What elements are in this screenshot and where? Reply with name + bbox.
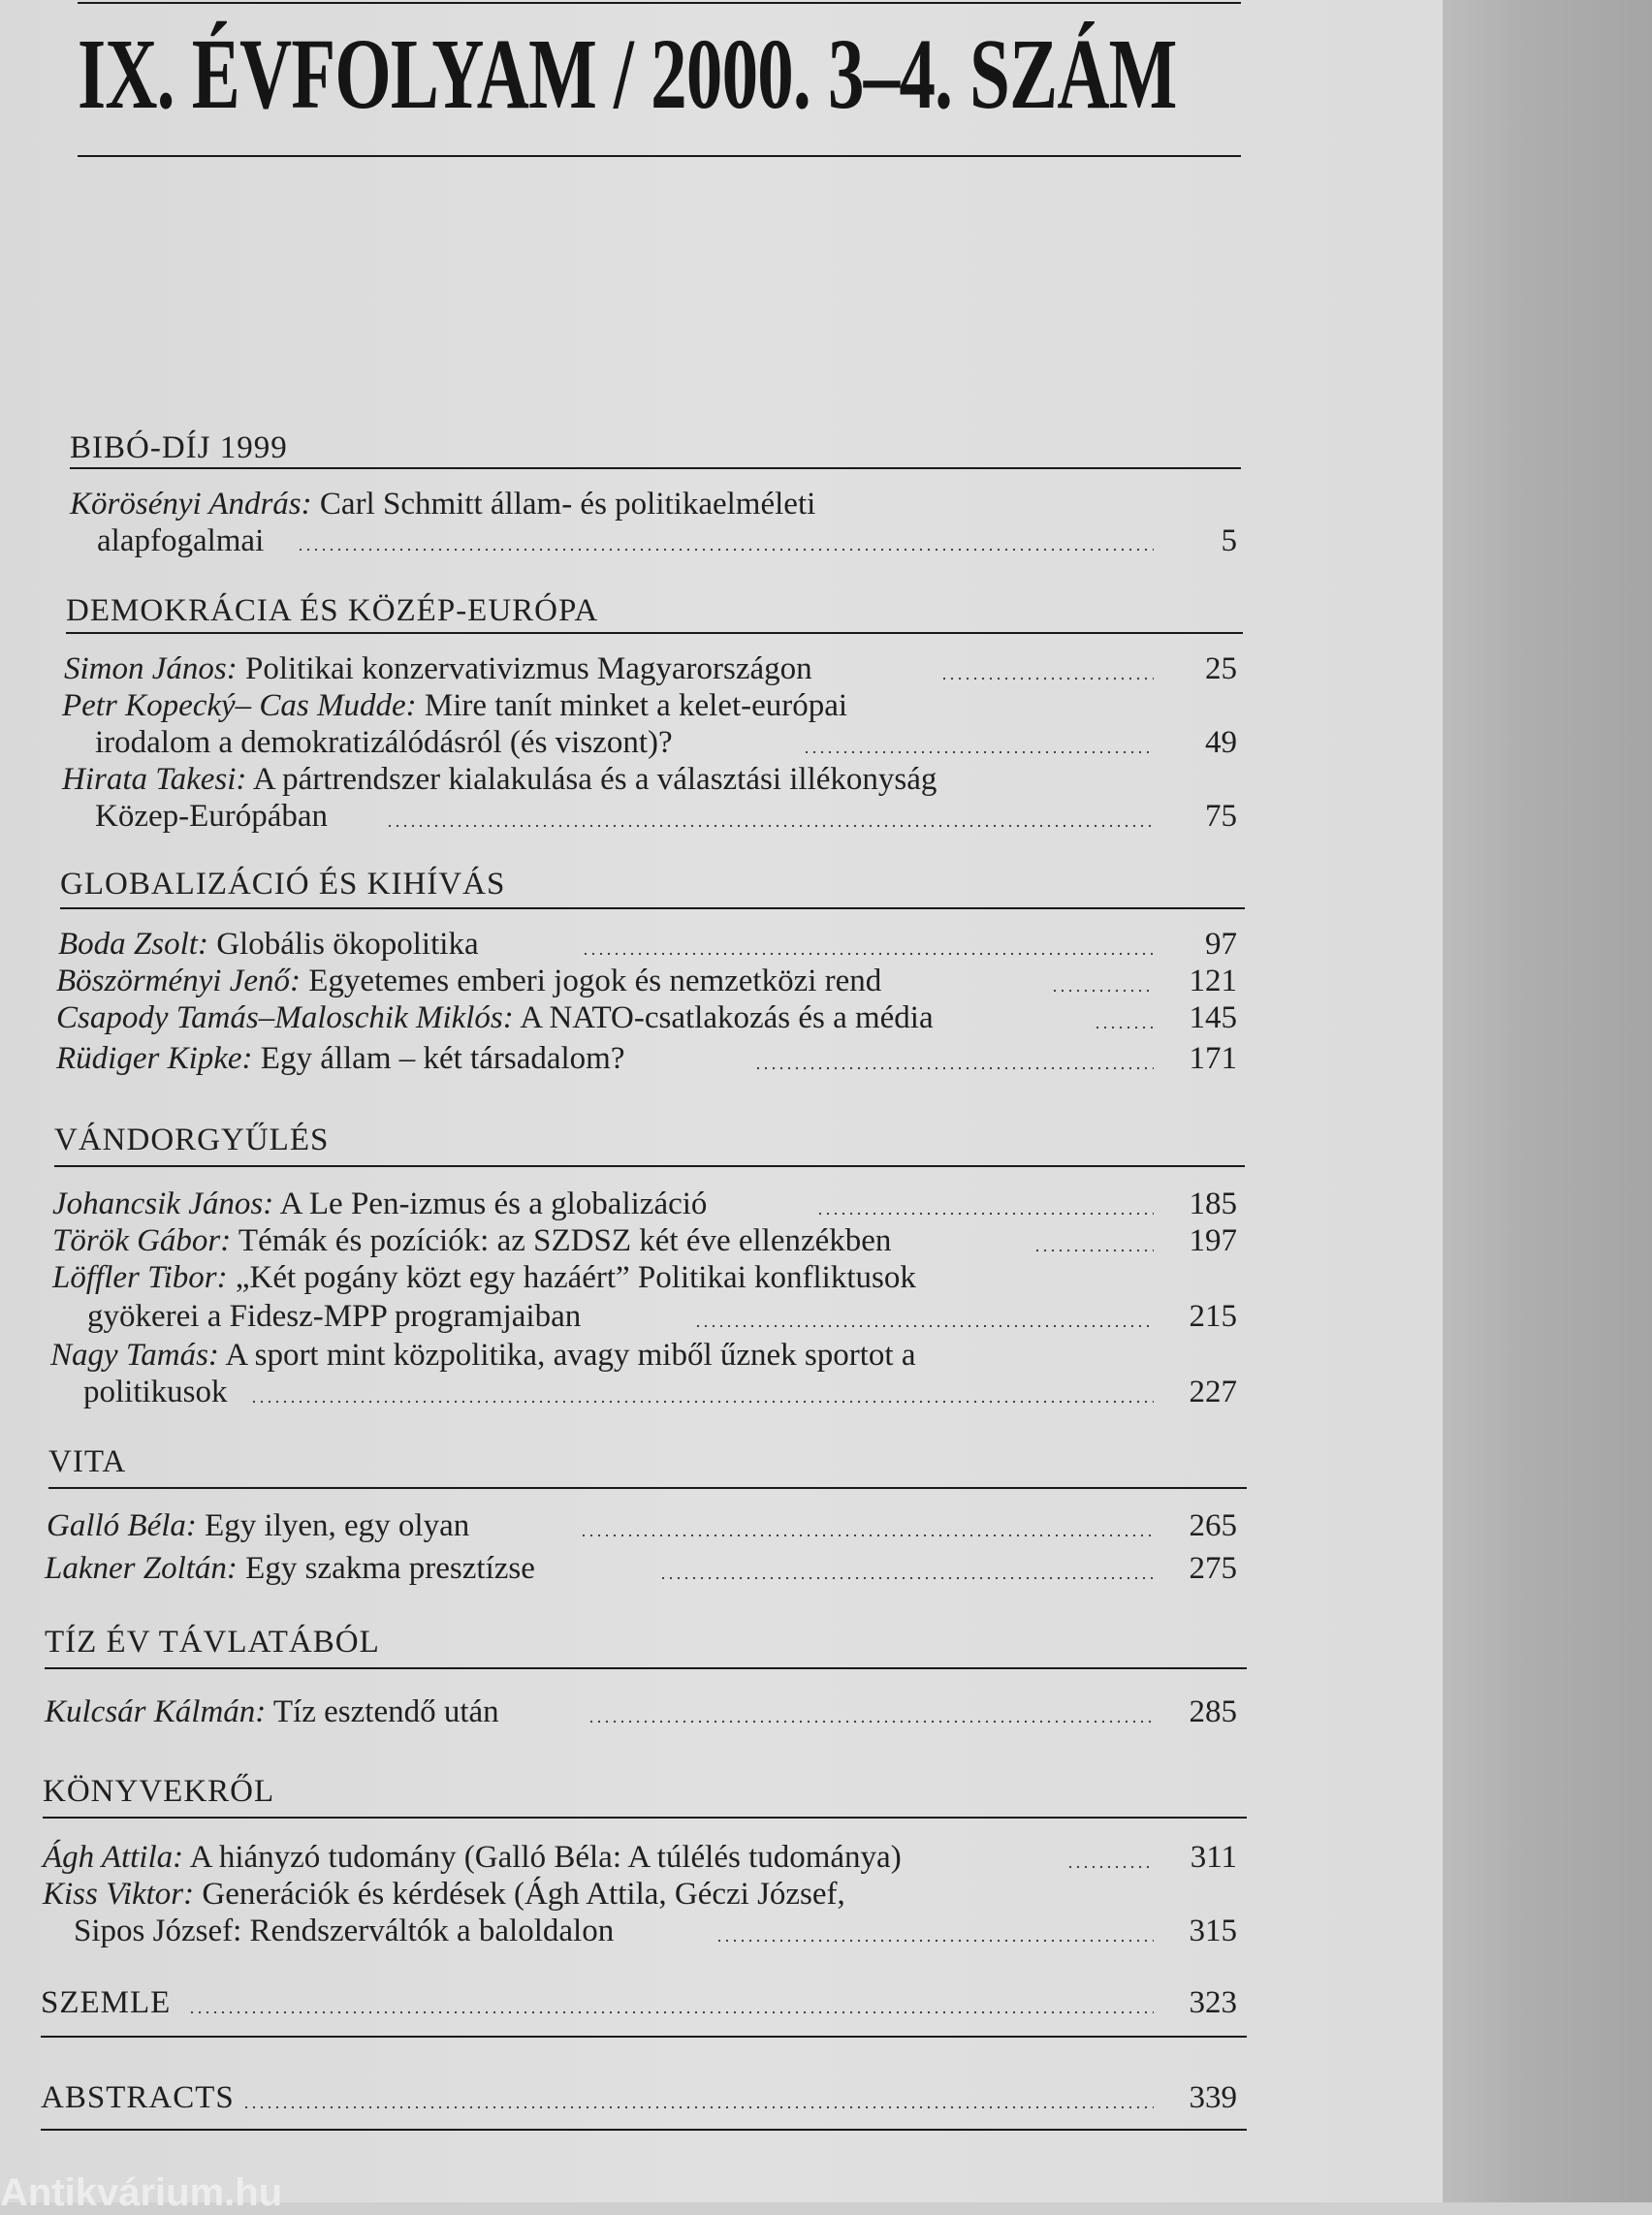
entry-author: Boda Zsolt: <box>58 927 208 962</box>
dot-leader <box>588 1720 1154 1724</box>
section-heading: DEMOKRÁCIA ÉS KÖZÉP-EURÓPA <box>66 593 599 628</box>
entry-page-number: 185 <box>1189 1187 1237 1221</box>
dot-leader <box>250 1400 1154 1404</box>
toc-entry-line <box>45 1694 499 1730</box>
entry-author: Török Gábor: <box>52 1223 232 1258</box>
entry-title: Politikai konzervativizmus Magyarországon <box>244 651 812 686</box>
entry-title: Egy szakma presztízse <box>245 1551 535 1586</box>
entry-page-number: 265 <box>1189 1508 1237 1543</box>
entry-page-number: 275 <box>1189 1551 1237 1586</box>
entry-author: Rüdiger Kipke: <box>56 1041 253 1076</box>
entry-author: Nagy Tamás: <box>50 1338 219 1373</box>
toc-entry-line <box>52 1187 707 1222</box>
masthead-bottom-rule <box>78 155 1241 157</box>
entry-page-number: 75 <box>1205 799 1237 834</box>
section-heading: TÍZ ÉV TÁVLATÁBÓL <box>45 1625 380 1660</box>
entry-title: Egyetemes emberi jogok és nemzetközi rend <box>308 964 882 998</box>
dot-leader <box>188 2010 1154 2014</box>
entry-title: Egy állam – két társadalom? <box>260 1041 625 1076</box>
toc-entry-line <box>70 487 815 522</box>
entry-page-number: 49 <box>1205 725 1237 760</box>
dot-leader <box>659 1576 1154 1580</box>
entry-page-number: 5 <box>1221 523 1237 558</box>
entry-title: Carl Schmitt állam- és politikaelméleti <box>319 487 816 522</box>
toc-entry-line <box>62 688 847 724</box>
dot-leader <box>715 1939 1154 1943</box>
section-heading: VITA <box>48 1444 127 1479</box>
entry-author: Csapody Tamás–Maloschik Miklós: <box>56 1000 514 1035</box>
toc-entry-line <box>56 964 881 999</box>
toc-entry-line <box>74 1914 614 1949</box>
section-rule <box>43 1817 1247 1819</box>
entry-author: Lakner Zoltán: <box>45 1551 238 1586</box>
section-rule <box>54 1165 1245 1167</box>
toc-entry-line <box>52 1223 891 1259</box>
dot-leader <box>940 677 1154 680</box>
issue-masthead: IX. ÉVFOLYAM / 2000. 3–4. SZÁM <box>78 18 1177 130</box>
entry-author: Kiss Viktor: <box>43 1877 195 1912</box>
masthead-top-rule <box>78 2 1241 4</box>
page-edge-shadow <box>1443 0 1652 2202</box>
dot-leader <box>754 1066 1154 1070</box>
entry-title: ABSTRACTS <box>41 2080 235 2115</box>
toc-entry-line <box>43 1840 902 1876</box>
section-rule <box>45 1667 1247 1669</box>
section-rule <box>41 2129 1247 2131</box>
toc-entry-line <box>52 1260 916 1296</box>
entry-title-continued: alapfogalmai <box>97 523 265 558</box>
entry-title: „Két pogány közt egy hazáért” Politikai konfliktusok <box>235 1260 916 1295</box>
section-heading: KÖNYVEKRŐL <box>43 1774 275 1809</box>
dot-leader <box>803 750 1154 754</box>
dot-leader <box>386 824 1154 828</box>
toc-entry-line <box>95 725 673 761</box>
entry-title-continued: Sipos József: Rendszerváltók a baloldalon <box>74 1914 615 1948</box>
section-rule <box>41 2036 1247 2038</box>
entry-author: Löffler Tibor: <box>52 1260 228 1295</box>
entry-title: Tíz esztendő után <box>272 1694 499 1729</box>
section-rule <box>48 1487 1247 1489</box>
toc-entry-line <box>56 1041 624 1077</box>
szemle-entry <box>41 1985 171 2021</box>
entry-author: Johancsik János: <box>52 1187 274 1221</box>
entry-page-number: 323 <box>1189 1985 1237 2020</box>
toc-entry-line <box>64 651 812 687</box>
entry-title: A NATO-csatlakozás és a média <box>520 1000 934 1035</box>
entry-page-number: 285 <box>1189 1694 1237 1729</box>
dot-leader <box>694 1324 1154 1328</box>
entry-page-number: 25 <box>1205 651 1237 686</box>
dot-leader <box>816 1212 1154 1216</box>
entry-page-number: 145 <box>1189 1000 1237 1035</box>
section-heading: VÁNDORGYŰLÉS <box>54 1123 330 1157</box>
entry-title: Generációk és kérdések (Ágh Attila, Géczi József, <box>202 1877 845 1912</box>
toc-entry-line <box>95 799 328 835</box>
section-rule <box>60 907 1245 909</box>
entry-author: Simon János: <box>64 651 238 686</box>
entry-page-number: 315 <box>1189 1914 1237 1948</box>
entry-page-number: 97 <box>1205 927 1237 962</box>
dot-leader <box>1094 1026 1154 1029</box>
dot-leader <box>580 1534 1154 1537</box>
entry-title: Globális ökopolitika <box>216 927 479 962</box>
entry-author: Körösényi András: <box>70 487 312 522</box>
entry-title: A sport mint közpolitika, avagy miből űznek sportot a <box>225 1338 916 1373</box>
entry-page-number: 121 <box>1189 964 1237 998</box>
section-heading: GLOBALIZÁCIÓ ÉS KIHÍVÁS <box>60 867 506 902</box>
watermark-text: Antikvárium.hu <box>0 2171 283 2214</box>
toc-entry-line <box>47 1508 469 1544</box>
entry-page-number: 311 <box>1190 1840 1237 1875</box>
toc-entry-line <box>45 1551 535 1587</box>
entry-author: Ágh Attila: <box>43 1840 184 1875</box>
dot-leader <box>582 952 1154 956</box>
entry-title-continued: Közep-Európában <box>95 799 329 834</box>
toc-entry-line <box>62 762 937 798</box>
entry-author: Galló Béla: <box>47 1508 197 1543</box>
entry-title: Mire tanít minket a kelet-európai <box>424 688 848 723</box>
entry-page-number: 215 <box>1189 1299 1237 1334</box>
entry-page-number: 197 <box>1189 1223 1237 1258</box>
toc-entry-line <box>43 1877 845 1913</box>
entry-author: Böszörményi Jenő: <box>56 964 302 998</box>
entry-title: Egy ilyen, egy olyan <box>205 1508 470 1543</box>
toc-entry-line <box>87 1299 581 1335</box>
entry-title: SZEMLE <box>41 1985 172 2020</box>
entry-title: Témák és pozíciók: az SZDSZ két éve ellenzékben <box>238 1223 892 1258</box>
toc-entry-line <box>97 523 264 559</box>
entry-title-continued: gyökerei a Fidesz-MPP programjaiban <box>87 1299 582 1334</box>
entry-title: A hiányzó tudomány (Galló Béla: A túlélés tudománya) <box>189 1840 902 1875</box>
toc-entry-line <box>56 1000 934 1036</box>
section-rule <box>66 632 1243 634</box>
dot-leader <box>1066 1865 1154 1869</box>
entry-page-number: 227 <box>1189 1375 1237 1409</box>
entry-page-number: 171 <box>1189 1041 1237 1076</box>
toc-entry-line <box>58 927 479 963</box>
dot-leader <box>1033 1249 1154 1252</box>
entry-page-number: 339 <box>1189 2080 1237 2115</box>
entry-title-continued: politikusok <box>83 1375 228 1409</box>
toc-entry-line <box>83 1375 228 1410</box>
dot-leader <box>297 548 1154 552</box>
entry-author: Petr Kopecký– Cas Mudde: <box>62 688 417 723</box>
section-heading: BIBÓ-DÍJ 1999 <box>70 430 288 465</box>
entry-author: Kulcsár Kálmán: <box>45 1694 267 1729</box>
entry-title-continued: irodalom a demokratizálódásról (és viszont)? <box>95 725 673 760</box>
abstracts-entry <box>41 2080 235 2116</box>
entry-title: A pártrendszer kialakulása és a választási illékonyság <box>252 762 937 797</box>
entry-title: A Le Pen-izmus és a globalizáció <box>279 1187 708 1221</box>
section-rule <box>70 467 1241 469</box>
dot-leader <box>1051 989 1154 993</box>
dot-leader <box>242 2105 1154 2109</box>
toc-entry-line <box>50 1338 916 1374</box>
entry-author: Hirata Takesi: <box>62 762 247 797</box>
